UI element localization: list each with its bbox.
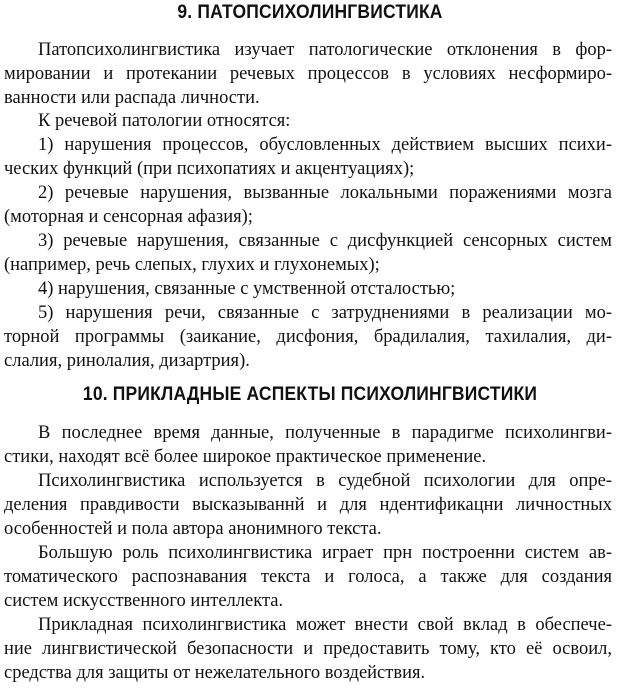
paragraph-line: ванности или распада личности. bbox=[4, 88, 260, 108]
list-item-line: (моторная и сенсорная афазия); bbox=[4, 207, 253, 227]
list-item-line: (например, речь слепых, глухих и глухонемых); bbox=[4, 255, 380, 275]
section-9-heading: 9. ПАТОПСИХОЛИНГВИСТИКА bbox=[177, 2, 443, 23]
paragraph-line: К речевой патологии относятся: bbox=[38, 111, 291, 131]
paragraph-line: Большую роль психолингвистика играет прн построенни систем ав- bbox=[38, 543, 612, 563]
paragraph-line: Патопсихолингвистика изучает патологические отклонения в фор- bbox=[38, 40, 612, 60]
list-item-line: 1) нарушения процессов, обусловленных действием высших психи- bbox=[38, 135, 612, 155]
paragraph-line: систем искусственного интеллекта. bbox=[4, 591, 284, 611]
list-item-line: 5) нарушения речи, связанные с затруднениями в реализации мо- bbox=[38, 303, 612, 323]
list-item-line: 2) речевые нарушения, вызванные локальными поражениями мозга bbox=[38, 183, 612, 203]
paragraph-line: Психолингвистика используется в судебной психологии для опре- bbox=[38, 471, 612, 491]
paragraph-line: ние лингвистической безопасности и предоставить тому, кто её освоил, bbox=[4, 639, 612, 659]
section-10-heading: 10. ПРИКЛАДНЫЕ АСПЕКТЫ ПСИХОЛИНГВИСТИКИ bbox=[82, 384, 538, 405]
list-item-line: слалия, ринолалия, дизартрия). bbox=[4, 351, 250, 371]
list-item-line: 4) нарушения, связанные с умственной отсталостью; bbox=[38, 279, 456, 299]
list-item-line: ческих функций (при психопатиях и акцентуациях); bbox=[4, 159, 415, 179]
paragraph-line: мировании и протекании речевых процессов в условиях несформиро- bbox=[4, 64, 612, 84]
paragraph-line: средства для защиты от нежелательного воздействия. bbox=[4, 663, 426, 683]
paragraph-line: деления правдивости высказываннй и для ндентификацни личностных bbox=[4, 495, 612, 515]
paragraph-line: В последнее время данные, полученные в парадигме психолингви- bbox=[38, 423, 612, 443]
list-item-line: торной программы (заикание, дисфония, брадилалия, тахилалия, ди- bbox=[4, 327, 612, 347]
paragraph-line: Прикладная психолингвистика может внести свой вклад в обеспече- bbox=[38, 615, 612, 635]
paragraph-line: особенностей и пола автора анонимного текста. bbox=[4, 519, 382, 539]
paragraph-line: стики, находят всё более широкое практическое применение. bbox=[4, 447, 487, 467]
paragraph-line: томатического распознавания текста и голоса, а также для создания bbox=[4, 567, 612, 587]
list-item-line: 3) речевые нарушения, связанные с дисфункцией сенсорных систем bbox=[38, 231, 612, 251]
